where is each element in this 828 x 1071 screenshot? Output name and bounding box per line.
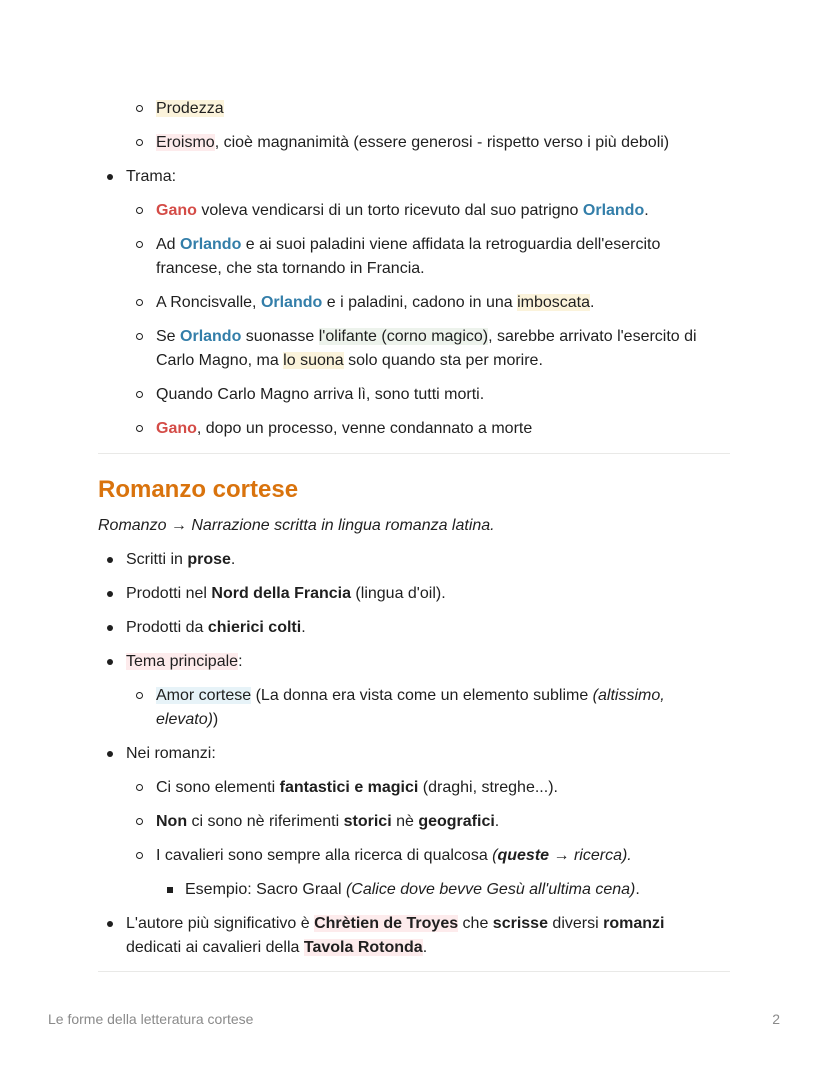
list-item bbox=[0, 131, 828, 165]
text: . bbox=[230, 551, 236, 568]
text: scrisse bbox=[492, 915, 548, 932]
text: queste bbox=[497, 847, 550, 864]
text: che bbox=[458, 915, 493, 932]
name-orlando: Orlando bbox=[180, 236, 242, 253]
text: Tavola Rotonda bbox=[303, 939, 423, 956]
list-item bbox=[0, 165, 828, 199]
text: Non bbox=[156, 813, 188, 830]
name-orlando: Orlando bbox=[582, 202, 645, 219]
footer-title: Le forme della letteratura cortese bbox=[48, 1011, 254, 1027]
text: ci sono nè riferimenti bbox=[187, 813, 344, 830]
text: L'autore più significativo è bbox=[126, 915, 315, 932]
text: (Calice dove bevve Gesù all'ultima cena) bbox=[345, 881, 636, 898]
text: Ci sono elementi bbox=[156, 779, 280, 796]
list-item bbox=[0, 291, 828, 325]
text: . bbox=[422, 939, 428, 956]
text: romanzi bbox=[603, 915, 665, 932]
text: e i paladini, cadono in una bbox=[322, 294, 518, 311]
text: Esempio: Sacro Graal bbox=[185, 881, 346, 898]
text: diversi bbox=[547, 915, 604, 932]
text: Prodotti nel bbox=[126, 585, 212, 602]
text: Chrètien de Troyes bbox=[314, 915, 459, 932]
text: Ad bbox=[156, 236, 181, 253]
text: . bbox=[494, 813, 500, 830]
text: francese, che sta tornando in Francia. bbox=[156, 260, 425, 277]
text: , dopo un processo, venne condannato a morte bbox=[196, 420, 533, 437]
text: Carlo Magno, ma bbox=[156, 352, 284, 369]
list-item bbox=[0, 233, 828, 291]
text: Tema principale bbox=[126, 653, 239, 670]
text: Eroismo bbox=[156, 134, 215, 151]
text: ( bbox=[492, 847, 498, 864]
list-item bbox=[0, 417, 828, 441]
text: (draghi, streghe...). bbox=[418, 779, 558, 796]
text: dedicati ai cavalieri della bbox=[126, 939, 304, 956]
text: , cioè magnanimità (essere generosi - rispetto verso i più deboli) bbox=[214, 134, 670, 151]
text: . bbox=[301, 619, 306, 636]
divider bbox=[98, 453, 730, 454]
text: Trama: bbox=[126, 168, 177, 185]
text: . bbox=[635, 881, 640, 898]
text: Amor cortese bbox=[156, 687, 252, 704]
text: Nord della Francia bbox=[211, 585, 351, 602]
text: fantastici e magici bbox=[279, 779, 419, 796]
text: (altissimo, bbox=[592, 687, 665, 704]
text: l'olifante (corno magico) bbox=[318, 328, 489, 345]
text: Nei romanzi: bbox=[126, 745, 216, 762]
text: imboscata bbox=[517, 294, 591, 311]
text: Prodotti da bbox=[126, 619, 208, 636]
text: (lingua d'oil). bbox=[350, 585, 446, 602]
definition: Romanzo → Narrazione scritta in lingua romanza latina. bbox=[98, 517, 495, 534]
list-item bbox=[0, 616, 828, 650]
list-item bbox=[0, 548, 828, 582]
text: I cavalieri sono sempre alla ricerca di qualcosa bbox=[156, 847, 493, 864]
text: A Roncisvalle, bbox=[156, 294, 261, 311]
divider bbox=[98, 971, 730, 972]
text: solo quando sta per morire. bbox=[343, 352, 543, 369]
list-item bbox=[0, 742, 828, 776]
text: geografici bbox=[418, 813, 495, 830]
list-item bbox=[0, 383, 828, 417]
name-orlando: Orlando bbox=[180, 328, 242, 345]
text: storici bbox=[343, 813, 392, 830]
text: Scritti in bbox=[126, 551, 188, 568]
romanzo-list bbox=[0, 548, 828, 960]
list-item bbox=[0, 325, 828, 383]
text: suonasse bbox=[241, 328, 319, 345]
list-item bbox=[0, 199, 828, 233]
list-item bbox=[0, 97, 828, 131]
list-item bbox=[0, 650, 828, 684]
page-number: 2 bbox=[772, 1011, 780, 1027]
name-gano: Gano bbox=[156, 420, 197, 437]
text: lo suona bbox=[283, 352, 344, 369]
text: Se bbox=[156, 328, 181, 345]
list-item bbox=[0, 810, 828, 844]
text: e ai suoi paladini viene affidata la retroguardia dell'esercito bbox=[241, 236, 661, 253]
text: voleva vendicarsi di un torto ricevuto dal suo patrigno bbox=[196, 202, 583, 219]
text: . bbox=[590, 294, 595, 311]
name-gano: Gano bbox=[156, 202, 197, 219]
text: nè bbox=[391, 813, 419, 830]
text: : bbox=[238, 653, 243, 670]
text: Prodezza bbox=[156, 100, 224, 117]
text: (La donna era vista come un elemento sublime bbox=[251, 687, 593, 704]
text: , sarebbe arrivato l'esercito di bbox=[488, 328, 697, 345]
trama-list bbox=[0, 97, 828, 441]
text: . bbox=[644, 202, 649, 219]
text: → ricerca). bbox=[549, 847, 632, 864]
text: chierici colti bbox=[207, 619, 302, 636]
list-item bbox=[0, 684, 828, 742]
list-item bbox=[0, 912, 828, 960]
list-item bbox=[0, 776, 828, 810]
text: Quando Carlo Magno arriva lì, sono tutti morti. bbox=[156, 386, 485, 403]
list-item bbox=[0, 844, 828, 878]
text: prose bbox=[187, 551, 231, 568]
section-heading: Romanzo cortese bbox=[98, 476, 299, 503]
name-orlando: Orlando bbox=[260, 294, 323, 311]
text: elevato) bbox=[156, 711, 213, 728]
list-item bbox=[0, 878, 828, 912]
text: ) bbox=[212, 711, 219, 728]
list-item bbox=[0, 582, 828, 616]
